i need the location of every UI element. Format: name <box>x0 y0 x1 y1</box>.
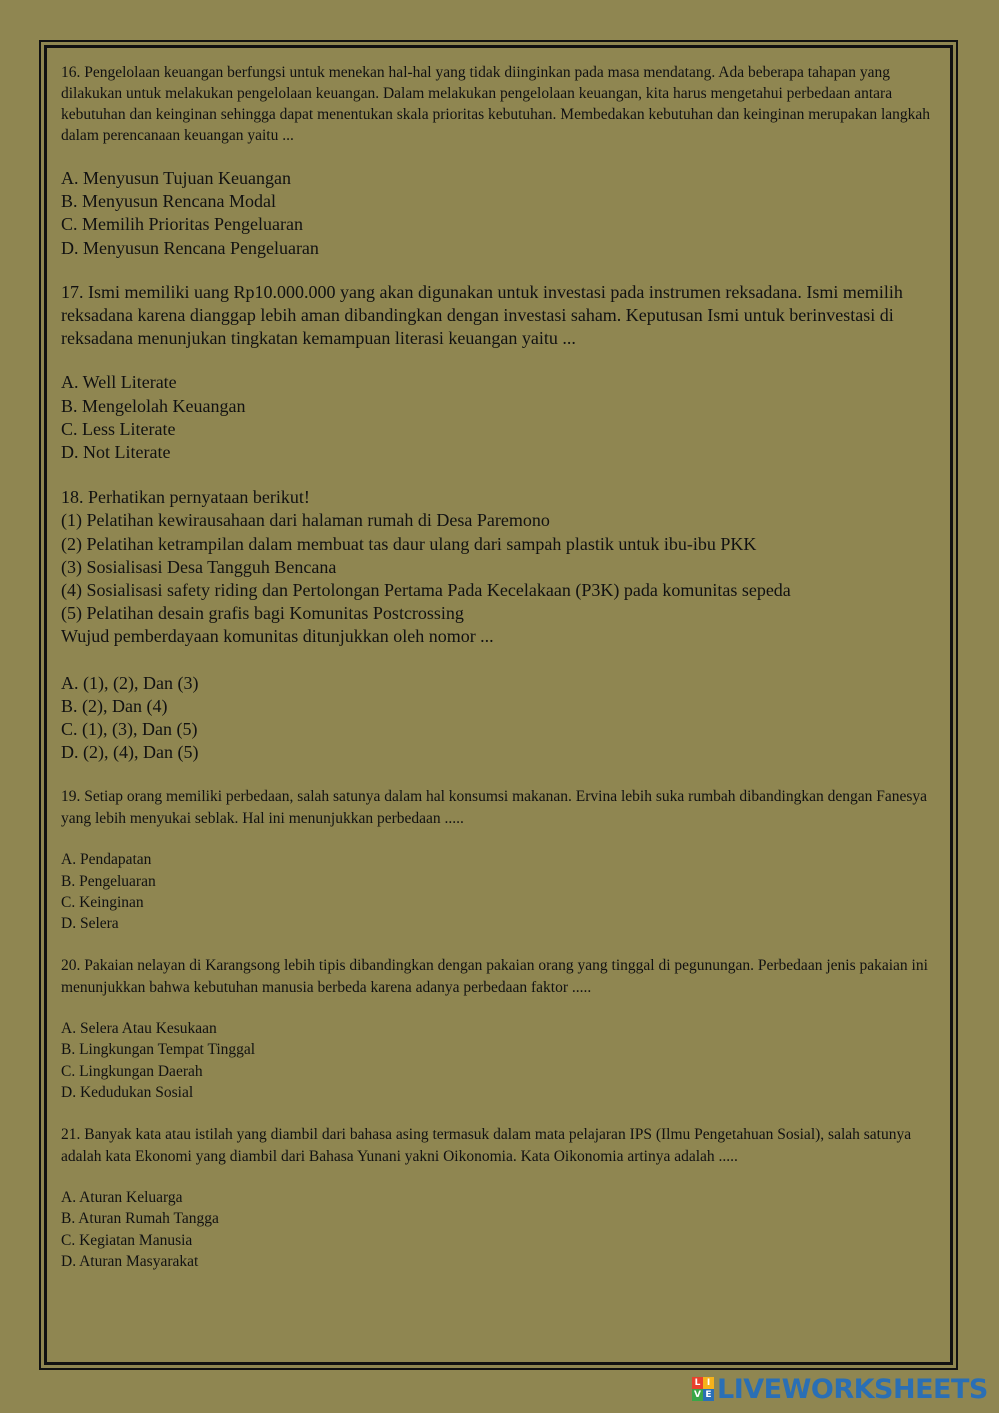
option-c: C. Less Literate <box>61 418 176 439</box>
answer-options <box>61 1018 933 1103</box>
option-a: A. Selera Atau Kesukaan <box>61 1020 217 1038</box>
option-d: D. Menyusun Rencana Pengeluaran <box>61 237 319 258</box>
statement-3: (3) Sosialisasi Desa Tangguh Bencana <box>61 556 337 577</box>
question-stem: 21. Banyak kata atau istilah yang diambil dari bahasa asing termasuk dalam mata pelajaran IPS (Ilmu Pengetahuan Sosial), salah satunya adalah kata Ekonomi yang diambil dari Bahasa Yunani yakni Oikonomia. Kata Oikonomia artinya adalah ..... <box>61 1126 912 1165</box>
question-stem: 18. Perhatikan pernyataan berikut! <box>61 487 310 508</box>
answer-options <box>61 167 933 260</box>
option-c: C. (1), (3), Dan (5) <box>61 719 198 740</box>
answer-options <box>61 371 933 464</box>
question-stem: 17. Ismi memiliki uang Rp10.000.000 yang akan digunakan untuk investasi pada instrumen reksadana. Ismi memilih reksadana karena dianggap lebih aman dibandingkan dengan investasi saham. Keputusan Ismi untuk berinvestasi di reksadana menunjukan tingkatan kemampuan literasi keuangan yaitu ... <box>61 281 903 349</box>
option-a: A. (1), (2), Dan (3) <box>61 672 199 693</box>
option-b: B. Lingkungan Tempat Tinggal <box>61 1041 256 1059</box>
option-c: C. Lingkungan Daerah <box>61 1062 203 1080</box>
option-d: D. (2), (4), Dan (5) <box>61 742 199 763</box>
answer-options <box>61 1187 933 1272</box>
option-b: B. Mengelolah Keuangan <box>61 395 246 416</box>
answer-options <box>61 672 933 765</box>
answer-options <box>61 849 933 934</box>
option-a: A. Well Literate <box>61 372 177 393</box>
statement-4: (4) Sosialisasi safety riding dan Pertolongan Pertama Pada Kecelakaan (P3K) pada komunitas sepeda <box>61 580 791 601</box>
option-d: D. Not Literate <box>61 442 171 463</box>
question-stem: 19. Setiap orang memiliki perbedaan, salah satunya dalam hal konsumsi makanan. Ervina lebih suka rumbah dibandingkan dengan Fanesya yang lebih menyukai seblak. Hal ini menunjukkan perbedaan ..... <box>61 788 928 827</box>
question-18 <box>61 486 933 764</box>
option-d: D. Aturan Masyarakat <box>61 1252 199 1270</box>
question-stem: 16. Pengelolaan keuangan berfungsi untuk menekan hal-hal yang tidak diinginkan pada masa mendatang. Ada beberapa tahapan yang dilakukan untuk melakukan pengelolaan keuangan. Dalam melakukan pengelolaan keuangan, kita harus mengetahui perbedaan antara kebutuhan dan keinginan sehingga dapat menentukan skala prioritas kebutuhan. Membedakan kebutuhan dan keinginan merupakan langkah dalam perencanaan keuangan yaitu ... <box>61 64 931 144</box>
option-a: A. Pendapatan <box>61 851 152 869</box>
option-a: A. Menyusun Tujuan Keuangan <box>61 168 291 188</box>
liveworksheets-logo-icon <box>692 1377 714 1401</box>
question-stem: 20. Pakaian nelayan di Karangsong lebih tipis dibandingkan dengan pakaian orang yang tinggal di pegunungan. Perbedaan jenis pakaian ini menunjukkan bahwa kebutuhan manusia berbeda karena adanya perbedaan faktor ..... <box>61 957 928 996</box>
option-b: B. Pengeluaran <box>61 872 156 890</box>
option-a: A. Aturan Keluarga <box>61 1189 183 1207</box>
worksheet-content <box>61 62 933 1272</box>
option-b: B. Aturan Rumah Tangga <box>61 1210 219 1228</box>
liveworksheets-wordmark: LIVEWORKSHEETS <box>717 1373 988 1405</box>
option-d: D. Kedudukan Sosial <box>61 1083 194 1101</box>
statement-2: (2) Pelatihan ketrampilan dalam membuat tas daur ulang dari sampah plastik untuk ibu-ibu PKK <box>61 533 757 554</box>
logo-letter-l: L <box>692 1377 703 1389</box>
question-21 <box>61 1124 933 1272</box>
logo-letter-i: I <box>703 1377 714 1389</box>
question-17 <box>61 281 933 464</box>
option-b: B. Menyusun Rencana Modal <box>61 191 276 212</box>
question-prompt: Wujud pemberdayaan komunitas ditunjukkan oleh nomor ... <box>61 626 494 647</box>
question-16 <box>61 62 933 260</box>
option-c: C. Kegiatan Manusia <box>61 1231 193 1249</box>
option-c: C. Keinginan <box>61 893 144 911</box>
question-20 <box>61 955 933 1103</box>
logo-letter-e: E <box>703 1389 714 1401</box>
statement-5: (5) Pelatihan desain grafis bagi Komunitas Postcrossing <box>61 603 464 624</box>
logo-letter-v: V <box>692 1389 703 1401</box>
option-c: C. Memilih Prioritas Pengeluaran <box>61 214 303 235</box>
option-b: B. (2), Dan (4) <box>61 695 168 716</box>
liveworksheets-branding[interactable] <box>692 1374 988 1404</box>
question-19 <box>61 786 933 934</box>
statement-1: (1) Pelatihan kewirausahaan dari halaman rumah di Desa Paremono <box>61 510 550 531</box>
option-d: D. Selera <box>61 915 119 933</box>
